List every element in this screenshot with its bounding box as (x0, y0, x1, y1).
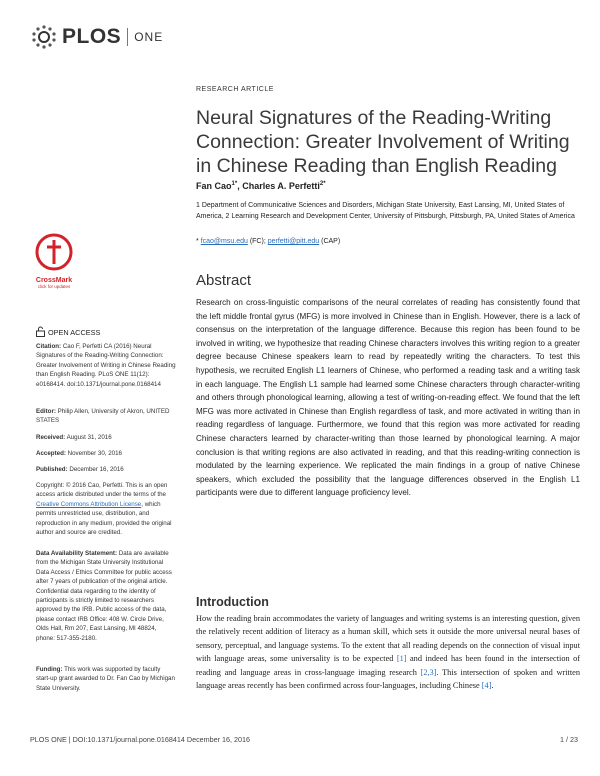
plos-one-logo (30, 24, 163, 50)
funding-label: Funding: (36, 666, 63, 673)
intro-part: . (491, 681, 494, 691)
intro-part: How the reading brain accommodates the variety of languages and writing systems is an interesting question, given the relatively recent addition of literacy as a human skill, which sets it outside the more universal neural bases of sensory, perceptual, and language systems. To the extent that all reading depends on the connection of visual input with language areas, some universality is to be expected (196, 614, 580, 664)
accepted-label: Accepted: (36, 450, 66, 457)
data-availability-label: Data Availability Statement: (36, 550, 118, 557)
citation-block (36, 342, 176, 389)
logo-divider (127, 28, 128, 46)
published-date: December 16, 2016 (67, 466, 124, 473)
email-link[interactable]: fcao@msu.edu (200, 238, 248, 245)
accepted-date: November 30, 2016 (65, 450, 122, 457)
abstract-text: Research on cross-linguistic comparisons of the neural correlates of reading has consistently found that the left middle frontal gyrus (MFG) is more involved in Chinese than in English. However, there is a lack of consensus on the interpretation of the language difference. Because this region has been found to be involved in writing, we hypothesize that reading Chinese characters involves this writing region to a greater degree because Chinese speakers learn to read by repeatedly writing the characters. To test this hypothesis, we recruited English L1 learners of Chinese, who performed a reading task and a writing task in each language. The English L1 sample had learned some Chinese characters through character-writing and others through phonological learning, allowing a test of writing-on-reading effect. We found that the left MFG was more activated in Chinese than English regardless of task, and more activated in writing than in reading regardless of language. Furthermore, we found that this region was more activated for reading Chinese characters learned by character-writing than those learned by phonological learning. A major conclusion is that writing regions are also activated in reading, and that this reading-writing connection is modulated by the learning experience. We replicated the main findings in a group of native Chinese speakers, which excluded the possibility that the language differences observed in the English L1 participants were due to different language proficiency level. (196, 298, 580, 498)
intro-part: and indeed has been found in the intersection of reading and language areas in cross-language imaging research (196, 654, 580, 677)
published-block (36, 465, 176, 474)
author-list: Fan Cao$^{1*}$, Charles A. Perfetti$^{2*}$ (196, 181, 326, 191)
star-marker: * (196, 238, 199, 245)
citation-link[interactable]: [4] (481, 681, 492, 691)
published-label: Published: (36, 466, 68, 473)
article-title: Neural Signatures of the Reading-Writing Connection: Greater Involvement of Writing in Chinese Reading than English Reading (196, 107, 570, 177)
affiliations: 1 Department of Communicative Sciences and Disorders, Michigan State University, East Lansing, MI, United States of America, 2 Learning Research and Development Center, University of Pittsburgh, Pittsburgh, PA, United States of America (196, 202, 575, 220)
page-number: 1 / 23 (560, 735, 578, 744)
email-link[interactable]: perfetti@pitt.edu (267, 238, 320, 245)
crossmark-icon (34, 232, 74, 272)
author-sup: 1* (231, 181, 238, 187)
abstract-heading: Abstract (196, 272, 252, 289)
page-footer (30, 735, 578, 744)
copyright-text: Copyright: © 2016 Cao, Perfetti. This is an open access article distributed under the terms of the (36, 482, 168, 499)
plos-dots-icon (30, 24, 58, 50)
email-owner: (CAP) (319, 238, 341, 245)
logo-word: PLOS (62, 25, 122, 48)
editor-block (36, 407, 176, 426)
funding-block (36, 665, 176, 693)
citation-label: Citation: (36, 343, 62, 350)
open-access-label: OPEN ACCESS (48, 328, 101, 337)
intro-part: . This intersection of spoken and written language areas recently has been confirmed across four-languages, including Chinese (196, 667, 580, 691)
funding-text: This work was supported by faculty start-up grant awarded to Dr. Fan Cao by Michigan State University. (36, 666, 175, 692)
copyright-text-end: , which permits unrestricted use, distribution, and reproduction in any medium, provided the original author and source are credited. (36, 500, 172, 537)
corresponding-emails (196, 238, 340, 245)
editor-text: Philip Allen, University of Akron, UNITED STATES (36, 408, 170, 425)
data-availability-block (36, 549, 176, 643)
email-owner: (FC); (247, 238, 268, 245)
open-access-badge (36, 326, 100, 339)
footer-citation: PLOS ONE | DOI:10.1371/journal.pone.0168414 December 16, 2016 (30, 735, 251, 744)
journal-name: ONE (134, 30, 164, 44)
received-label: Received: (36, 434, 66, 441)
license-link[interactable]: Creative Commons Attribution License (36, 500, 142, 508)
crossmark-badge[interactable] (34, 232, 74, 292)
article-type: RESEARCH ARTICLE (196, 86, 274, 93)
data-availability-text: Data are available from the Michigan State University Institutional Data Access / Ethics Committee for public access after 7 years of publication of the original article. Confidential data regarding to the identity of participants is strictly limited to researchers approved by the IRB. Public access of the data, please contact IRB Office: 408 W. Circle Drive, Olds Hall, Rm 207, East Lansing, MI 48824, phone: 517-355-2180. (36, 550, 172, 642)
author-sup: 2* (319, 181, 326, 187)
accepted-block (36, 449, 176, 458)
citation-link[interactable]: [1] (396, 654, 407, 664)
copyright-block (36, 481, 176, 537)
citation-text: Cao F, Perfetti CA (2016) Neural Signatures of the Reading-Writing Connection: Greater Involvement of Writing in Chinese Reading than English Reading. PLoS ONE 11(12): e0168414. doi:10.1371/journal.pone.0168414 (36, 343, 176, 388)
open-lock-icon (36, 326, 45, 339)
author-name[interactable]: Fan Cao (196, 181, 232, 191)
intro-heading: Introduction (196, 595, 269, 609)
crossmark-label: CrossMark (35, 277, 73, 284)
received-block (36, 433, 176, 442)
editor-label: Editor: (36, 408, 56, 415)
intro-text (196, 612, 580, 692)
author-name[interactable]: Charles A. Perfetti (242, 181, 320, 191)
crossmark-sublabel: click for updates (37, 284, 71, 289)
citation-link[interactable]: [2,3] (420, 667, 437, 677)
received-date: August 31, 2016 (65, 434, 112, 441)
